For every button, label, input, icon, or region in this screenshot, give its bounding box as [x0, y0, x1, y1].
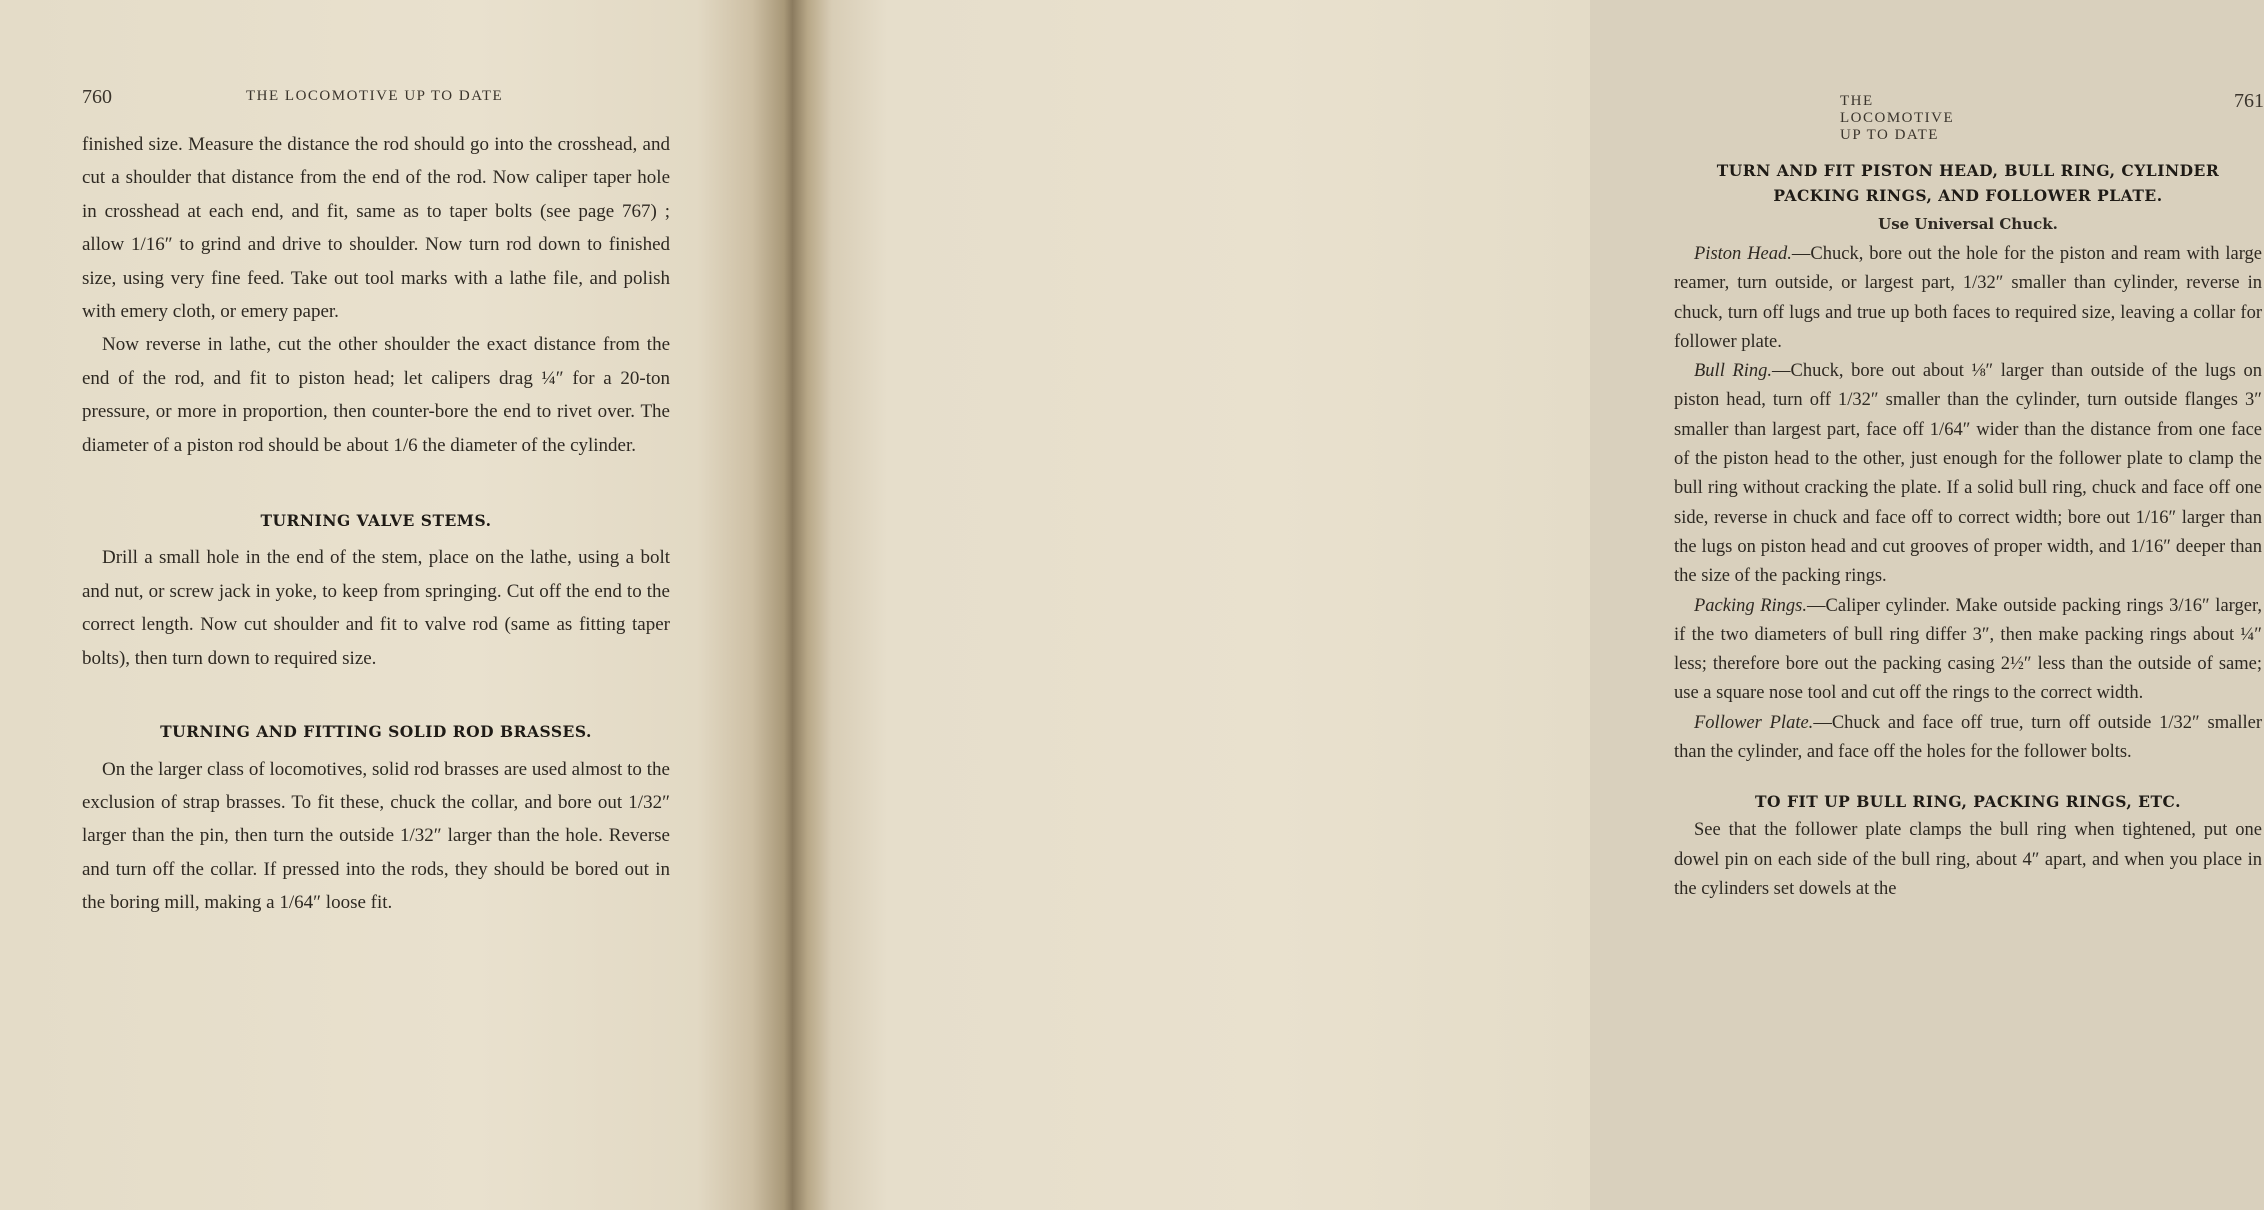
paragraph-text: —Chuck, bore out about ⅛″ larger than outside of the lugs on piston head, turn off 1/32″ smaller than the cylinder, turn outside flanges 3″ smaller than largest part, face off 1/64″ wider than the distance from one face of the piston head to the other, just enough for the follower plate to clamp the bull ring without cracking the plate. If a solid bull ring, chuck and face off one side, reverse in chuck and face off to correct width; bore out 1/16″ larger than the lugs on piston head and cut grooves of proper width, and 1/16″ deeper than the size of the packing rings.	[1674, 361, 2262, 587]
paragraph-text: —Chuck, bore out the hole for the piston and ream with large reamer, turn outside, or largest part, 1/32″ smaller than cylinder, reverse in chuck, turn off lugs and true up both faces to required size, leaving a collar for follower plate.	[1674, 244, 2262, 352]
paragraph: See that the follower plate clamps the bull ring when tightened, put one dowel pin on each side of the bull ring, about 4″ apart, and when you place in the cylinders set dowels at the	[1674, 820, 2262, 899]
right-page	[792, 0, 2264, 1210]
paragraph	[1674, 240, 2262, 357]
paragraph-text: —Chuck and face off true, turn off outside 1/32″ smaller than the cylinder, and face off the holes for the follower bolts.	[1674, 712, 2262, 763]
text-column	[1674, 158, 2262, 904]
run-in-label: Piston Head.	[1694, 244, 1792, 264]
text-column	[82, 128, 670, 920]
running-head: THE LOCOMOTIVE UP TO DATE	[246, 88, 504, 104]
run-in-label: Packing Rings.	[1694, 595, 1808, 616]
left-page	[0, 0, 792, 1210]
paragraph	[1674, 592, 2262, 709]
paragraph: Now reverse in lathe, cut the other shoulder the exact distance from the end of the rod, and fit to piston head; let calipers drag ¼″ for a 20-ton pressure, or more in proportion, then counter-bore the end to rivet over. The diameter of a piston rod should be about 1/6 the diameter of the cylinder.	[82, 334, 670, 456]
page-number: 760	[82, 86, 112, 108]
running-head: THE LOCOMOTIVE UP TO DATE	[1840, 93, 1955, 143]
paragraph	[1674, 357, 2262, 591]
run-in-label: Follower Plate.	[1694, 712, 1814, 733]
paragraph: On the larger class of locomotives, solid rod brasses are used almost to the exclusion of strap brasses. To fit these, chuck the collar, and bore out 1/32″ larger than the pin, then turn the outside 1/32″ larger than the hole. Reverse and turn off the collar. If pressed into the rods, they should be bored out in the boring mill, making a 1/64″ loose fit.	[82, 758, 670, 914]
page-number: 761	[2234, 90, 2264, 112]
section-heading: TURNING VALVE STEMS.	[260, 511, 492, 531]
paragraph-text: —Caliper cylinder. Make outside packing rings 3/16″ larger, if the two diameters of bull ring differ 3″, then make packing rings about ¼″ less; therefore bore out the packing casing 2½″ less than the outside of same; use a square nose tool and cut off the rings to the correct width.	[1674, 595, 2262, 704]
section-heading: TURN AND FIT PISTON HEAD, BULL RING, CYLINDER PACKING RINGS, AND FOLLOWER PLATE.	[1716, 161, 2220, 205]
paragraph: finished size. Measure the distance the rod should go into the crosshead, and cut a shoulder that distance from the end of the rod. Now caliper taper hole in crosshead at each end, and fit, same as to taper bolts (see page 767) ; allow 1/16″ to grind and drive to shoulder. Now turn rod down to finished size, using very fine feed. Take out tool marks with a lathe file, and polish with emery cloth, or emery paper.	[82, 134, 670, 323]
section-heading: TURNING AND FITTING SOLID ROD BRASSES.	[160, 722, 592, 742]
run-in-label: Bull Ring.	[1694, 361, 1773, 382]
section-subheading: Use Universal Chuck.	[1878, 215, 2058, 233]
paragraph: Drill a small hole in the end of the stem, place on the lathe, using a bolt and nut, or screw jack in yoke, to keep from springing. Cut off the end to the correct length. Now cut shoulder and fit to valve rod (same as fitting taper bolts), then turn down to required size.	[82, 547, 670, 669]
section-heading: TO FIT UP BULL RING, PACKING RINGS, ETC.	[1755, 792, 2181, 812]
paragraph	[1674, 709, 2262, 768]
